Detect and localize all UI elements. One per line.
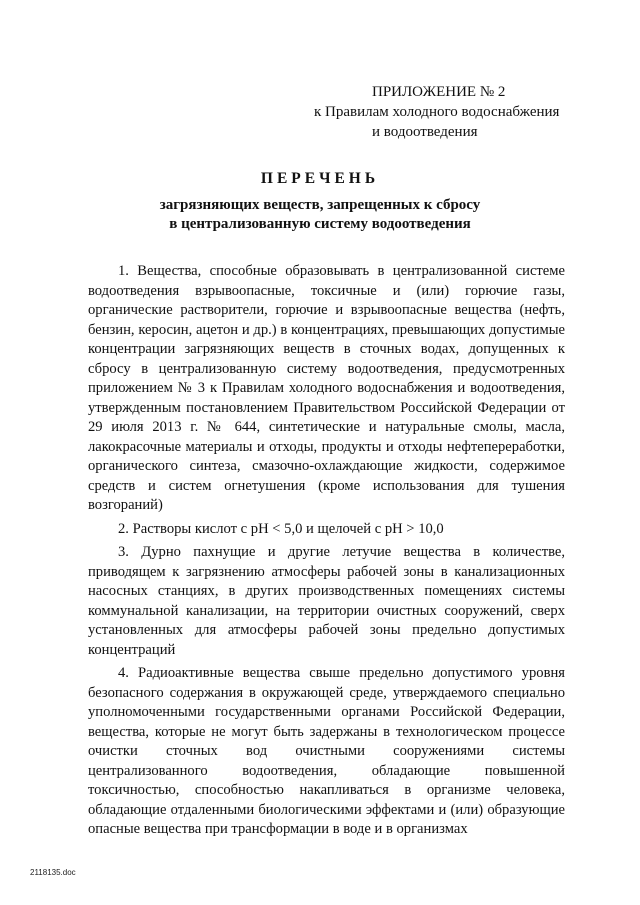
file-name-footer: 2118135.doc [30,868,76,877]
subtitle-line-2: в централизованную систему водоотведения [169,216,471,232]
paragraph-2: 2. Растворы кислот с pH < 5,0 и щелочей с pH > 10,0 [118,520,444,537]
document-body [88,262,565,840]
annex-number: ПРИЛОЖЕНИЕ № 2 [372,84,506,100]
annex-header [300,82,600,142]
annex-reference: к Правилам холодного водоснабжения [314,104,560,120]
paragraph-1: 1. Вещества, способные образовывать в централизованной системе водоотведения взрывоопасные, токсичные и (или) горючие газы, органические растворители, горючие и взрывоопасные вещества (нефть, бензин, керосин, ацетон и др.) в концентрациях, превышающих допустимые концентрации загрязняющих веществ в сточных водах, допущенных к сбросу в централизованную систему водоотведения, предусмотренных приложением № 3 к Правилам холодного водоснабжения и водоотведения, утвержденным постановлением Правительством Российской Федерации от 29 июля 2013 г. № 644, синтетические и натуральные смолы, масла, лакокрасочные материалы и отходы, продукты и отходы нефтепереработки, органического синтеза, смазочно-охлаждающие жидкости, содержимое средств и систем огнетушения (кроме использования для тушения возгораний) [88,263,565,513]
subtitle-line-1: загрязняющих веществ, запрещенных к сбросу [159,197,481,213]
paragraph-4: 4. Радиоактивные вещества свыше предельно допустимого уровня безопасного содержания в окружающей среде, утверждаемого специально уполномоченными государственными органами Российской Федерации, вещества, которые не могут быть задержаны в технологическом процессе очистки сточных вод очистными сооружениями системы централизованного водоотведения, обладающие повышенной токсичностью, способностью накапливаться в организме человека, обладающие отдаленными биологическими эффектами и (или) образующие опасные вещества при трансформации в воде и в организмах [88,665,565,837]
document-title: ПЕРЕЧЕНЬ [260,170,380,187]
annex-reference-cont: и водоотведения [372,124,478,140]
paragraph-3: 3. Дурно пахнущие и другие летучие вещества в количестве, приводящем к загрязнению атмосферы рабочей зоны в канализационных насосных станциях, в других производственных помещениях системы коммунальной канализации, на территории очистных сооружений, сверх установленных для атмосферы рабочей зоны предельно допустимых концентраций [88,544,565,658]
document-subtitle [0,196,640,234]
